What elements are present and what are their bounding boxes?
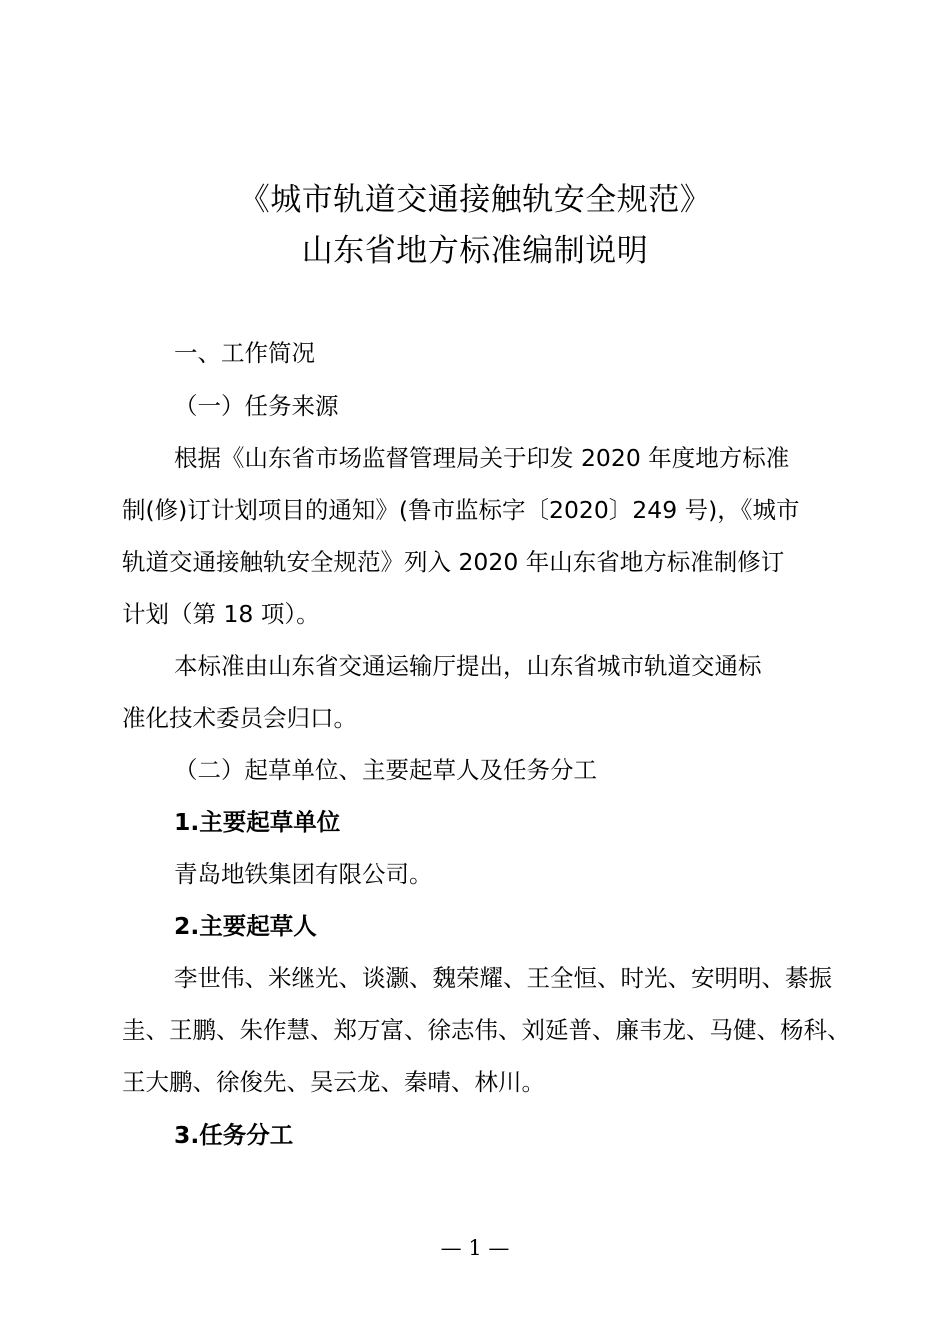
paragraph-proposer-line-1: 本标准由山东省交通运输厅提出，山东省城市轨道交通标 <box>174 652 762 680</box>
item-heading-drafting-unit: 1.主要起草单位 <box>174 808 341 836</box>
item-heading-main-drafters: 2.主要起草人 <box>174 912 317 940</box>
page-number: — 1 — <box>440 1236 510 1260</box>
paragraph-task-source-line-2: 制(修)订计划项目的通知》(鲁市监标字〔2020〕249 号)，《城市 <box>122 496 800 524</box>
document-title-line-1: 《城市轨道交通接触轨安全规范》 <box>238 182 712 218</box>
subsection-heading-drafters: （二）起草单位、主要起草人及任务分工 <box>174 756 597 784</box>
item-heading-task-division: 3.任务分工 <box>174 1121 294 1149</box>
paragraph-task-source-line-3: 轨道交通接触轨安全规范》列入 2020 年山东省地方标准制修订 <box>122 548 785 576</box>
subsection-heading-task-source: （一）任务来源 <box>174 392 339 420</box>
drafting-unit-text: 青岛地铁集团有限公司。 <box>174 860 433 888</box>
section-heading-work-overview: 一、工作简况 <box>174 339 315 367</box>
drafters-list-line-1: 李世伟、米继光、谈灏、魏荣耀、王全恒、时光、安明明、綦振 <box>174 964 832 992</box>
drafters-list-line-2: 圭、王鹏、朱作慧、郑万富、徐志伟、刘延普、廉韦龙、马健、杨科、 <box>122 1016 851 1044</box>
document-title-line-2: 山东省地方标准编制说明 <box>301 233 649 269</box>
paragraph-task-source-line-4: 计划（第 18 项）。 <box>122 600 320 628</box>
paragraph-task-source-line-1: 根据《山东省市场监督管理局关于印发 2020 年度地方标准 <box>174 444 790 472</box>
drafters-list-line-3: 王大鹏、徐俊先、吴云龙、秦晴、林川。 <box>122 1068 545 1096</box>
paragraph-proposer-line-2: 准化技术委员会归口。 <box>122 704 357 732</box>
